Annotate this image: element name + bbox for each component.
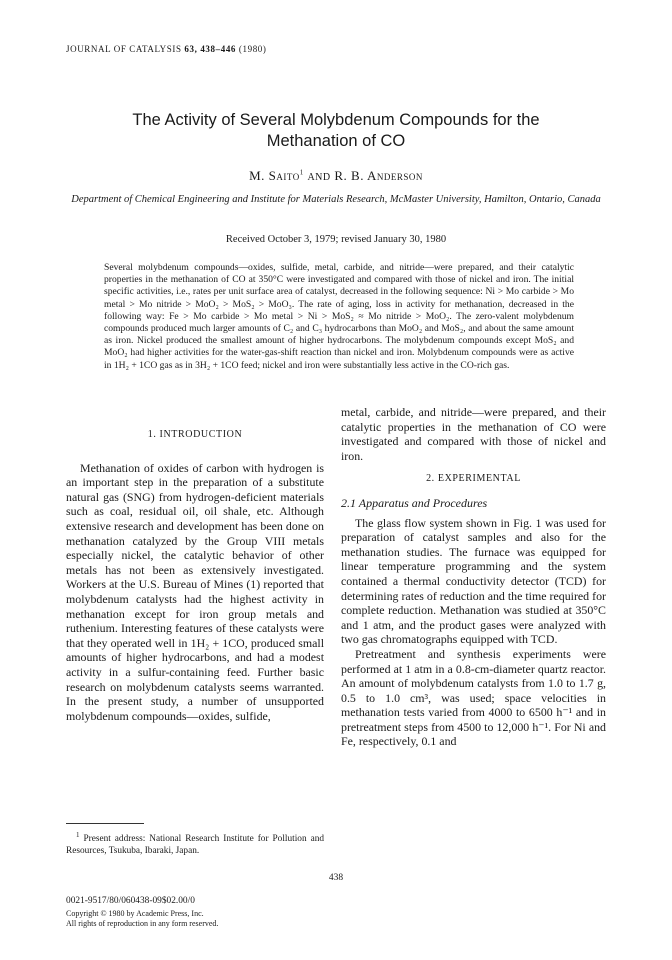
section-1-heading: 1. INTRODUCTION bbox=[147, 429, 243, 440]
received-dates: Received October 3, 1979; revised January 30, 1980 bbox=[225, 234, 447, 245]
subsection-2-1-heading: 2.1 Apparatus and Procedures bbox=[341, 495, 488, 510]
apparatus-paragraph: The glass flow system shown in Fig. 1 was used for preparation of catalyst samples and also for the methanation studies. The furnace was equipped for linear temperature programming and the system contained a thermal conductivity detector (TCD) for determining rates of reduction and the time required for complete reduction. Methanation was studied at 350°C and 1 atm, and the product gases were analyzed with two gas chromatographs equipped with TCD. bbox=[341, 515, 606, 647]
abstract-text: Several molybdenum compounds—oxides, sulfide, metal, carbide, and nitride—were prepared, and their catalytic properties in the methanation of CO at 350°C were investigated and compared with those of nickel and iron. The initial specific activities, i.e., rates per unit surface area of catalyst, decreased in the following sequence: Ni > Mo carbide > Mo metal > Mo nitride > MoO₂ > MoS₂ > MoO₃. The rate of aging, loss in activity for methanation, decreased in the following way: Fe > Mo carbide > Mo metal > Ni > MoS₂ ≈ Mo nitride > MoO₂. The zero-valent molybdenum compounds produced much larger amounts of C₂ and C₃ hydrocarbons than MoO₂ and MoS₂, and about the same amount as iron. Nickel produced the smallest amount of higher hydrocarbons. The molybdenum compounds except MoS₂ and MoO₂ had higher activities for the water-gas-shift reaction than nickel and iron. Molybdenum compounds were as active in 1H₂ + 1CO gas as in 3H₂ + 1CO feed; nickel and iron were substantially less active in the CO-rich gas. bbox=[104, 262, 574, 371]
issn-code: 0021-9517/80/060438-09$02.00/0 bbox=[66, 896, 195, 906]
left-column bbox=[66, 428, 324, 723]
article-title-line-1: The Activity of Several Molybdenum Compounds for the bbox=[132, 111, 540, 129]
intro-paragraph-continued: metal, carbide, and nitride—were prepared, and their catalytic properties in the methanation of CO were investigated and compared with those of nickel and iron. bbox=[341, 405, 606, 463]
article-title-line-2: Methanation of CO bbox=[266, 132, 406, 150]
section-2-heading: 2. EXPERIMENTAL bbox=[426, 473, 521, 485]
pretreatment-paragraph: Pretreatment and synthesis experiments were performed at 1 atm in a 0.8-cm-diameter quartz reactor. An amount of molybdenum catalysts from 1.0 to 1.7 g, 0.5 to 1.0 cm³, was used; space velocities in methanation tests varied from 4000 to 6500 h⁻¹ and in pretreatment steps from 4500 to 12,000 h⁻¹. For Ni and Fe, respectively, 0.1 and bbox=[341, 646, 606, 749]
copyright-block bbox=[66, 909, 218, 929]
author-join: AND bbox=[307, 172, 331, 183]
copyright-line: Copyright © 1980 by Academic Press, Inc. bbox=[66, 909, 204, 918]
page-number: 438 bbox=[328, 873, 344, 883]
author-1-footnote-mark: 1 bbox=[299, 168, 304, 177]
author-1: M. Saito bbox=[249, 168, 300, 183]
journal-volume-pages: 63, 438–446 bbox=[184, 44, 237, 54]
right-column bbox=[341, 405, 606, 749]
author-2: R. B. Anderson bbox=[334, 168, 423, 183]
journal-year: (1980) bbox=[238, 44, 267, 54]
footnote-text: Present address: National Research Institute for Pollution and Resources, Tsukuba, Ibaraki, Japan. bbox=[66, 834, 324, 856]
footnote-divider bbox=[66, 823, 144, 824]
journal-name: JOURNAL OF CATALYSIS bbox=[66, 44, 182, 54]
journal-header bbox=[66, 44, 267, 54]
author-affiliation: Department of Chemical Engineering and Institute for Materials Research, McMaster University, Hamilton, Ontario, Canada bbox=[71, 194, 601, 205]
article-title bbox=[66, 110, 606, 152]
intro-paragraph: Methanation of oxides of carbon with hydrogen is an important step in the preparation of a substitute natural gas (SNG) from hydrogen-deficient materials such as coal, residual oil, oil shale, etc. Although extensive research and development has been done on methanation catalyzed by the Group VIII metals especially nickel, the catalytic behavior of other metals has not been as extensively investigated. Workers at the U.S. Bureau of Mines (1) reported that molybdenum catalysts had the highest activity in methanation except for iron group metals and ruthenium. Interesting features of these catalysts were that they operated well in 1H₂ + 1CO, produced small amounts of higher hydrocarbons, and had a modest activity in a sulfur-containing feed. Further basic research on molybdenum catalysts seems warranted. In the present study, a number of unsupported molybdenum compounds—oxides, sulfide, bbox=[66, 460, 324, 723]
footnote bbox=[66, 830, 324, 857]
rights-line: All rights of reproduction in any form reserved. bbox=[66, 919, 219, 928]
author-line bbox=[66, 168, 606, 184]
footnote-mark: 1 bbox=[76, 831, 80, 839]
